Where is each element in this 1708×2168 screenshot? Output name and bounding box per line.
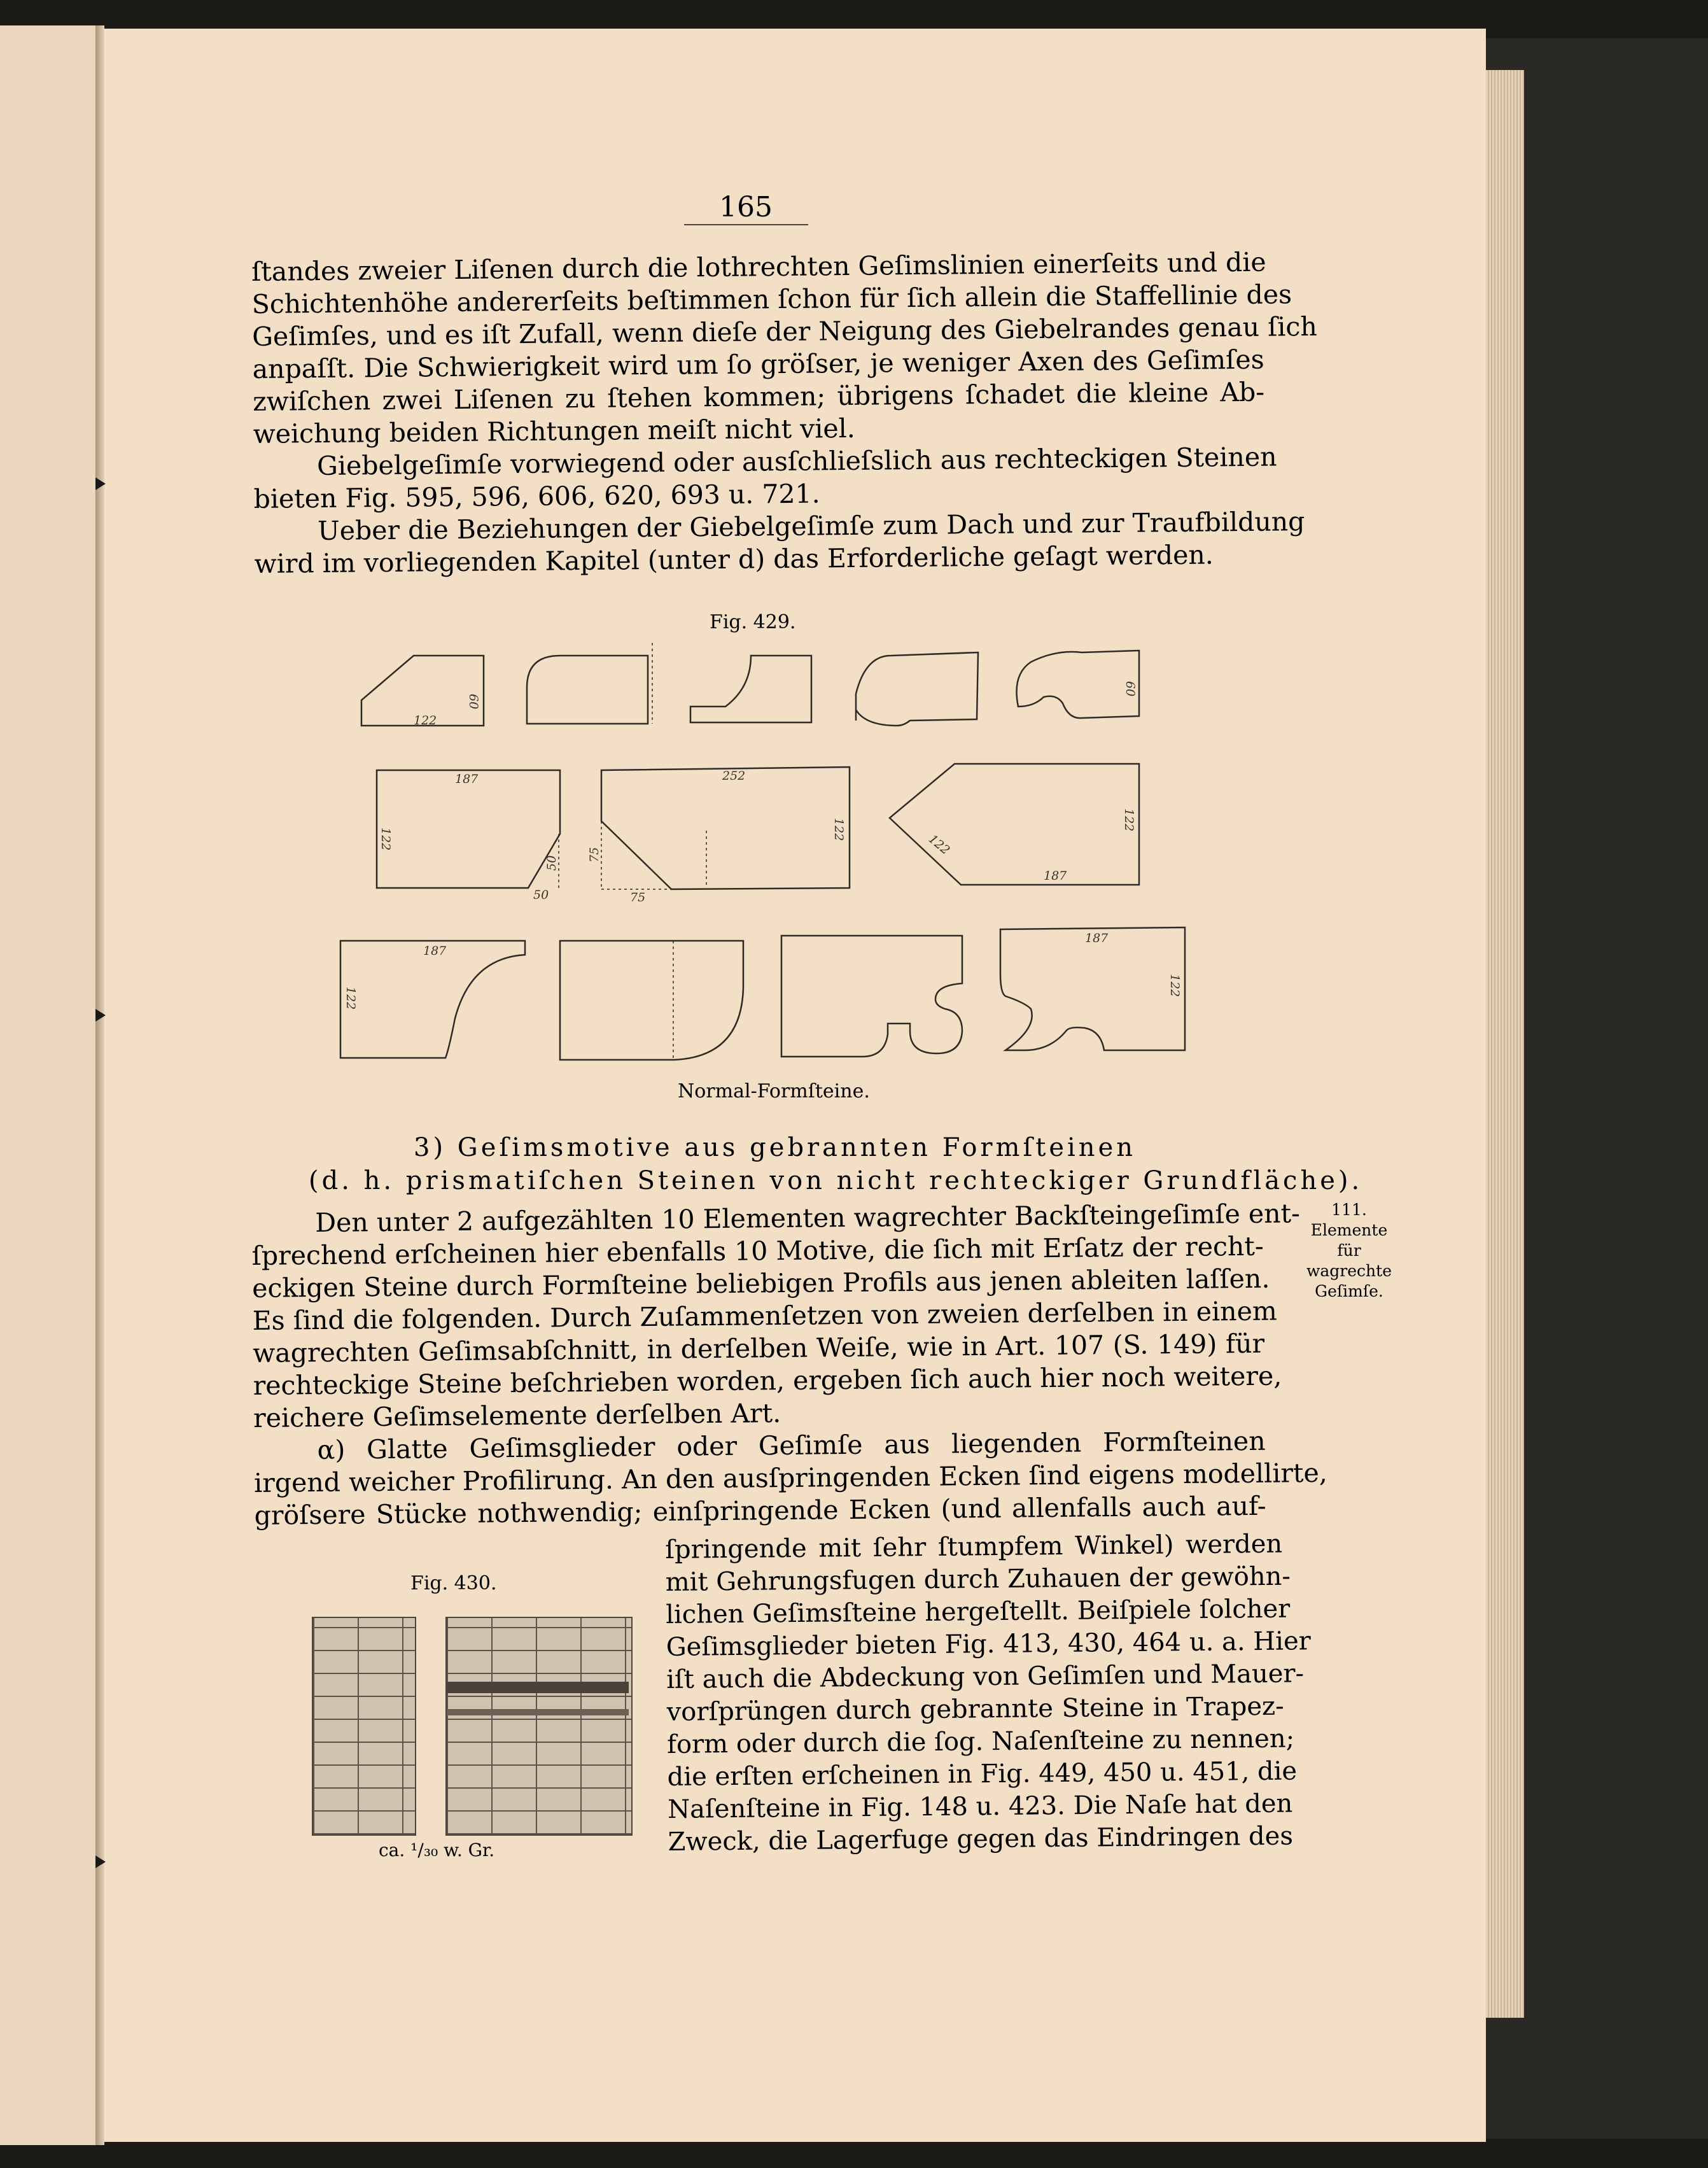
margin-note-line: Geſimſe. (1315, 1282, 1383, 1300)
dim-label: 75 (587, 847, 601, 862)
text-line: Giebelgeſimſe vorwiegend oder ausſchlieſslich aus rechteckigen Steinen (316, 441, 1277, 482)
stone-profile (690, 656, 811, 722)
stone-profile (340, 941, 525, 1058)
text-line: lichen Geſimsſteine hergeſtellt. Beiſpiele ſolcher (665, 1594, 1291, 1630)
stone-profile (1017, 651, 1140, 718)
dim-label: 122 (925, 831, 953, 858)
text-line: eckigen Steine durch Formſteine beliebigen Profils aus jenen ableiten laſſen. (251, 1263, 1270, 1304)
stone-profile (856, 652, 978, 726)
text-line: zwiſchen zwei Liſenen zu ſtehen kommen; übrigens ſchadet die kleine Ab- (252, 376, 1265, 417)
paragraph-4 (251, 1198, 1327, 1532)
dim-label: 187 (1085, 931, 1109, 945)
text-line: reichere Geſimselemente derſelben Art. (253, 1398, 781, 1433)
dim-label: 60 (466, 694, 480, 710)
text-line: Ueber die Beziehungen der Giebelgeſimſe zum Dach und zur Traufbildung (317, 506, 1305, 547)
paragraph-5-right-column (665, 1528, 1311, 1859)
dim-label: 187 (455, 772, 479, 786)
stone-profile (527, 656, 648, 724)
cornice-band (447, 1709, 629, 1715)
fig-430-caption: Fig. 430. (410, 1572, 497, 1594)
stone-profile (560, 941, 743, 1060)
text-line: irgend weicher Profilirung. An den ausſpringenden Ecken ſind eigens modellirte, (253, 1457, 1327, 1498)
dim-label: 122 (1168, 974, 1182, 997)
text-line: ſtandes zweier Liſenen durch die lothrechten Geſimslinien einerſeits und die (251, 246, 1266, 287)
text-line: wird im vorliegenden Kapitel (unter d) das Erforderliche geſagt werden. (254, 539, 1214, 579)
text-line: vorſprüngen durch gebrannte Steine in Trapez- (666, 1691, 1284, 1727)
text-line: Den unter 2 aufgezählten 10 Elementen wagrechter Backſteingeſimſe ent- (315, 1198, 1301, 1239)
text-line: die erſten erſcheinen in Fig. 449, 450 u. 451, die (667, 1756, 1298, 1792)
dim-label: 122 (414, 714, 437, 728)
text-line: Schichtenhöhe andererſeits beſtimmen ſchon für ſich allein die Staffellinie des (251, 279, 1292, 320)
dim-label: 50 (545, 855, 559, 871)
text-line: ſpringende mit ſehr ſtumpfem Winkel) werden (665, 1529, 1283, 1565)
wall-section (312, 1617, 416, 1836)
dim-label: 122 (1122, 808, 1136, 832)
dim-label: 75 (630, 890, 646, 905)
text-line: Geſimſes, und es iſt Zufall, wenn dieſe der Neigung des Giebelrandes genau ſich (251, 311, 1317, 352)
stone-profile (890, 764, 1139, 885)
margin-note-number: 111. (1331, 1200, 1367, 1219)
text-line: form oder durch die ſog. Naſenſteine zu nennen; (666, 1724, 1295, 1759)
section-subheading: (d. h. prismatiſchen Steinen von nicht rechteckiger Grundfläche). (309, 1166, 1363, 1195)
text-line: wagrechten Geſimsabſchnitt, in derſelben Weiſe, wie in Art. 107 (S. 149) für (252, 1328, 1265, 1369)
stone-profile (377, 770, 560, 888)
dim-label: 187 (1044, 869, 1067, 883)
section-heading: 3) Geſimsmotive aus gebrannten Formſteinen (414, 1133, 1136, 1162)
text-line: anpaſſt. Die Schwierigkeit wird um ſo gröſser, je weniger Axen des Geſimſes (252, 344, 1264, 384)
cornice-band (447, 1682, 629, 1693)
margin-note-line: wagrechte (1306, 1262, 1392, 1280)
stone-profile (1000, 927, 1185, 1050)
text-line: Geſimsglieder bieten Fig. 413, 430, 464 u. a. Hier (666, 1626, 1311, 1662)
dim-label: 60 (1123, 681, 1137, 697)
dim-label: 122 (832, 818, 846, 841)
dim-label: 50 (533, 888, 549, 902)
page-number: 165 (719, 191, 773, 223)
stone-profile (781, 936, 962, 1057)
text-line: gröſsere Stücke nothwendig; einſpringende Ecken (und allenfalls auch auf- (254, 1490, 1266, 1531)
stone-profile (601, 767, 850, 889)
fig-429-caption: Fig. 429. (710, 611, 796, 633)
text-line: α) Glatte Geſimsglieder oder Geſimſe aus liegenden Formſteinen (317, 1425, 1266, 1466)
margin-note (1292, 1200, 1406, 1302)
margin-note-line: für (1337, 1241, 1361, 1260)
margin-note-line: Elemente (1310, 1221, 1388, 1239)
text-line: iſt auch die Abdeckung von Geſimſen und Mauer- (666, 1659, 1305, 1694)
text-line: mit Gehrungsfugen durch Zuhauen der gewöhn- (665, 1561, 1291, 1597)
text-line: Es ſind die folgenden. Durch Zuſammenſetzen von zweien derſelben in einem (252, 1295, 1277, 1336)
text-line: Zweck, die Lagerfuge gegen das Eindringen des (668, 1821, 1294, 1857)
text-line: Naſenſteine in Fig. 148 u. 423. Die Naſe hat den (667, 1789, 1293, 1824)
text-line: bieten Fig. 595, 596, 606, 620, 693 u. 721. (253, 478, 820, 514)
text-line: weichung beiden Richtungen meiſt nicht viel. (253, 412, 855, 449)
wall-section-with-cornice (445, 1617, 633, 1836)
dim-label: 187 (423, 944, 447, 958)
text-line: rechteckige Steine beſchrieben worden, ergeben ſich auch hier noch weitere, (253, 1360, 1282, 1401)
fig-429-subcaption: Normal-Formſteine. (678, 1080, 870, 1102)
dim-label: 122 (344, 987, 358, 1010)
text-line: ſprechend erſcheinen hier ebenfalls 10 Motive, die ſich mit Erſatz der recht- (251, 1230, 1264, 1271)
dim-label: 252 (722, 769, 746, 783)
fig-430-scale: ca. ¹/₃₀ w. Gr. (379, 1840, 495, 1861)
dim-label: 122 (379, 827, 393, 851)
